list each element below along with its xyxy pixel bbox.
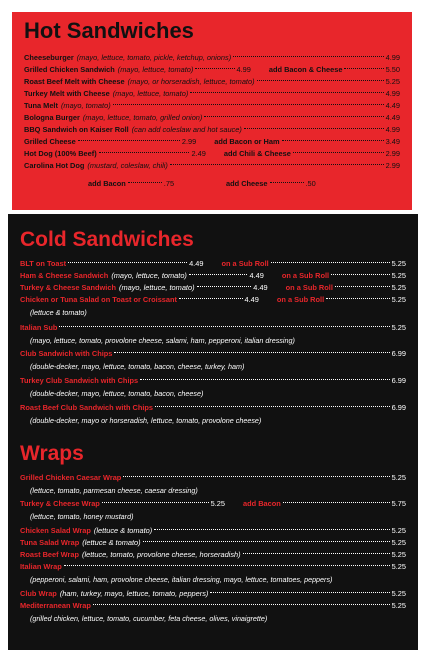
- dot-leader: [271, 262, 390, 263]
- item-upgrade-price: 5.25: [391, 295, 407, 304]
- item-name: Grilled Chicken Sandwich: [24, 65, 115, 74]
- item-note: (double-decker, mayo or horseradish, lettuce, tomato, provolone cheese): [30, 416, 262, 425]
- dot-leader: [233, 56, 383, 57]
- dot-leader: [344, 68, 383, 69]
- menu-item: [24, 100, 400, 112]
- dot-leader: [204, 116, 383, 117]
- item-note: (grilled chicken, lettuce, tomato, cucumber, feta cheese, olives, vinaigrette): [30, 614, 268, 623]
- item-price: 5.25: [391, 473, 406, 482]
- dot-leader: [114, 352, 389, 353]
- item-name: BBQ Sandwich on Kaiser Roll: [24, 125, 129, 134]
- item-price: 5.25: [391, 601, 406, 610]
- item-upgrade-name: on a Sub Roll: [221, 259, 269, 268]
- item-price: 5.25: [385, 77, 400, 86]
- dot-leader: [93, 604, 390, 605]
- dot-leader: [155, 406, 390, 407]
- item-price: 5.25: [391, 538, 406, 547]
- menu-item: [20, 282, 406, 294]
- item-description: (mayo, lettuce, tomato): [118, 283, 195, 292]
- item-description: (can add coleslaw and hot sauce): [131, 125, 242, 134]
- item-price: 5.25: [391, 526, 406, 535]
- item-description: (mayo, or horseradish, lettuce, tomato): [127, 77, 255, 86]
- dot-leader: [59, 326, 389, 327]
- item-upgrade-name: on a Sub Roll: [285, 283, 333, 292]
- item-description: (ham, turkey, mayo, lettuce, tomato, peppers): [59, 589, 209, 598]
- dot-leader: [102, 502, 209, 503]
- item-price: 5.25: [391, 562, 406, 571]
- addon-name: add Bacon: [88, 179, 126, 188]
- menu-item: [24, 88, 400, 100]
- dot-leader: [179, 298, 243, 299]
- wraps-heading: Wraps: [20, 442, 84, 465]
- item-name: Grilled Cheese: [24, 137, 76, 146]
- addon-item: [88, 178, 174, 190]
- addon-price: .75: [163, 179, 175, 188]
- dot-leader: [78, 140, 180, 141]
- dot-leader: [170, 164, 384, 165]
- menu-item: [20, 348, 406, 360]
- item-name: Turkey Melt with Cheese: [24, 89, 110, 98]
- item-name: Roast Beef Club Sandwich with Chips: [20, 403, 154, 412]
- item-upgrade-name: add Bacon & Cheese: [268, 65, 343, 74]
- dot-leader: [190, 92, 383, 93]
- addon-item: [226, 178, 316, 190]
- dot-leader: [283, 502, 390, 503]
- dot-leader: [189, 274, 248, 275]
- dot-leader: [68, 262, 187, 263]
- item-note: (lettuce, tomato, parmesan cheese, caesar dressing): [30, 486, 198, 495]
- item-name: Chicken Salad Wrap: [20, 526, 91, 535]
- item-name: Club Sandwich with Chips: [20, 349, 113, 358]
- hot-sandwiches-panel: [12, 12, 412, 210]
- item-name: Cheeseburger: [24, 53, 74, 62]
- item-price: 4.99: [385, 89, 400, 98]
- item-upgrade-price: 3.49: [385, 137, 400, 146]
- dot-leader: [335, 286, 390, 287]
- item-price: 6.99: [391, 403, 406, 412]
- dot-leader: [270, 182, 304, 183]
- item-description: (mayo, lettuce, tomato): [111, 271, 187, 280]
- cold-and-wraps-panel: [8, 214, 418, 650]
- menu-item: [24, 52, 400, 64]
- dot-leader: [282, 140, 384, 141]
- menu-item: [20, 537, 406, 549]
- item-price: 6.99: [391, 349, 406, 358]
- dot-leader: [326, 298, 390, 299]
- item-description: (lettuce & tomato): [93, 526, 153, 535]
- item-name: Hot Dog (100% Beef): [24, 149, 97, 158]
- dot-leader: [64, 565, 390, 566]
- item-name: Club Wrap: [20, 589, 57, 598]
- dot-leader: [243, 553, 390, 554]
- item-price: 4.99: [385, 125, 400, 134]
- item-upgrade-price: 2.99: [385, 149, 401, 158]
- item-description: (mayo, lettuce, tomato): [117, 65, 194, 74]
- dot-leader: [113, 104, 384, 105]
- menu-item: [20, 258, 406, 270]
- addon-price: .50: [305, 179, 316, 188]
- menu-item: [20, 600, 406, 612]
- menu-item: [20, 588, 406, 600]
- item-name: Mediterranean Wrap: [20, 601, 91, 610]
- hot-sandwiches-heading: Hot Sandwiches: [24, 18, 194, 43]
- item-description: (mayo, tomato): [60, 101, 111, 110]
- dot-leader: [257, 80, 384, 81]
- item-price: 4.99: [385, 53, 400, 62]
- cold-sandwiches-heading: Cold Sandwiches: [20, 228, 194, 251]
- item-price: 4.99: [236, 65, 251, 74]
- menu-item: [20, 525, 406, 537]
- item-upgrade-name: on a Sub Roll: [276, 295, 325, 304]
- item-upgrade-name: on a Sub Roll: [281, 271, 330, 280]
- item-note: (double-decker, mayo, lettuce, tomato, bacon, cheese): [30, 389, 204, 398]
- item-upgrade-price: 5.75: [391, 499, 407, 508]
- item-name: Tuna Melt: [24, 101, 58, 110]
- item-upgrade-name: add Bacon or Ham: [214, 137, 280, 146]
- dot-leader: [210, 592, 389, 593]
- dot-leader: [293, 152, 384, 153]
- item-description: (lettuce, tomato, provolone cheese, horseradish): [82, 550, 241, 559]
- item-upgrade-price: 5.25: [391, 283, 406, 292]
- item-upgrade-name: add Chili & Cheese: [223, 149, 291, 158]
- item-price: 2.99: [385, 161, 400, 170]
- dot-leader: [140, 379, 389, 380]
- item-note: (double-decker, mayo, lettuce, tomato, bacon, cheese, turkey, ham): [30, 362, 245, 371]
- item-note: (lettuce & tomato): [30, 308, 87, 317]
- menu-item: [24, 160, 400, 172]
- item-price: 2.49: [191, 149, 206, 158]
- dot-leader: [99, 152, 190, 153]
- item-name: Chicken or Tuna Salad on Toast or Croissant: [20, 295, 178, 304]
- dot-leader: [197, 286, 252, 287]
- item-price: 4.49: [249, 271, 264, 280]
- item-note: (pepperoni, salami, ham, provolone cheese, italian dressing, mayo, lettuce, tomatoes, peppers): [30, 575, 333, 584]
- item-price: 2.99: [181, 137, 197, 146]
- dot-leader: [195, 68, 234, 69]
- dot-leader: [128, 182, 162, 183]
- item-name: Grilled Chicken Caesar Wrap: [20, 473, 122, 482]
- menu-item: [20, 472, 406, 484]
- item-name: Italian Sub: [20, 323, 58, 332]
- item-note: (lettuce, tomato, honey mustard): [30, 512, 134, 521]
- menu-item: [24, 148, 400, 160]
- item-name: Roast Beef Melt with Cheese: [24, 77, 125, 86]
- menu-item: [24, 136, 400, 148]
- item-price: 4.49: [244, 295, 259, 304]
- item-description: (mayo, lettuce, tomato): [112, 89, 189, 98]
- item-name: Ham & Cheese Sandwich: [20, 271, 109, 280]
- item-name: Roast Beef Wrap: [20, 550, 80, 559]
- item-price: 4.49: [253, 283, 268, 292]
- item-name: Turkey Club Sandwich with Chips: [20, 376, 139, 385]
- menu-item: [20, 498, 406, 510]
- dot-leader: [123, 476, 389, 477]
- menu-item: [24, 124, 400, 136]
- item-price: 5.25: [391, 323, 406, 332]
- item-description: (mustard, coleslaw, chili): [87, 161, 168, 170]
- item-name: Tuna Salad Wrap: [20, 538, 80, 547]
- item-note: (mayo, lettuce, tomato, provolone cheese, salami, ham, pepperoni, italian dressing): [30, 336, 295, 345]
- item-upgrade-price: 5.25: [391, 271, 407, 280]
- item-name: Turkey & Cheese Sandwich: [20, 283, 116, 292]
- menu-item: [20, 322, 406, 334]
- item-upgrade-price: 5.50: [385, 65, 400, 74]
- menu-item: [20, 549, 406, 561]
- item-name: Carolina Hot Dog: [24, 161, 85, 170]
- item-name: Turkey & Cheese Wrap: [20, 499, 100, 508]
- menu-item: [24, 64, 400, 76]
- addon-name: add Cheese: [226, 179, 268, 188]
- item-price: 4.49: [385, 101, 400, 110]
- item-price: 6.99: [391, 376, 406, 385]
- item-name: Bologna Burger: [24, 113, 80, 122]
- item-price: 4.49: [189, 259, 204, 268]
- item-price: 4.49: [385, 113, 400, 122]
- item-description: (mayo, lettuce, tomato, pickle, ketchup, onions): [76, 53, 232, 62]
- item-upgrade-name: add Bacon: [243, 499, 281, 508]
- item-name: BLT on Toast: [20, 259, 67, 268]
- dot-leader: [143, 541, 390, 542]
- item-name: Italian Wrap: [20, 562, 62, 571]
- menu-item: [24, 112, 400, 124]
- dot-leader: [244, 128, 384, 129]
- menu-item: [20, 270, 406, 282]
- menu-item: [20, 375, 406, 387]
- item-price: 5.25: [391, 589, 406, 598]
- item-description: (mayo, lettuce, tomato, grilled onion): [82, 113, 203, 122]
- menu-item: [24, 76, 400, 88]
- item-price: 5.25: [391, 550, 406, 559]
- item-description: (lettuce & tomato): [82, 538, 141, 547]
- item-price: 5.25: [210, 499, 226, 508]
- menu-item: [20, 402, 406, 414]
- dot-leader: [331, 274, 390, 275]
- menu-item: [20, 294, 406, 306]
- item-upgrade-price: 5.25: [391, 259, 406, 268]
- dot-leader: [154, 529, 389, 530]
- menu-item: [20, 561, 406, 573]
